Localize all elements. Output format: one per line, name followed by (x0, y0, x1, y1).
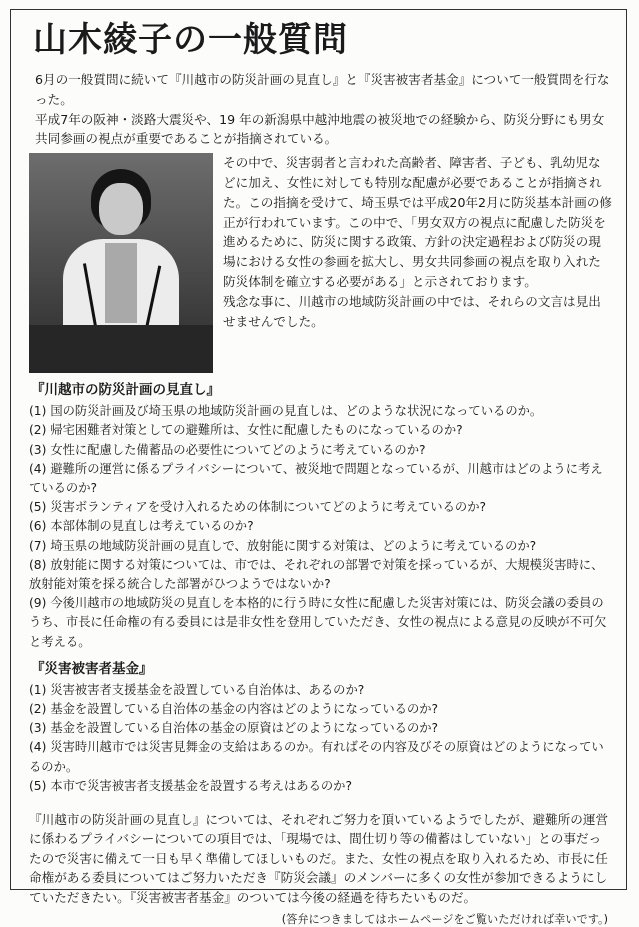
question-list-victim-fund (29, 681, 612, 796)
list-item: (5) 本市で災害被害者支援基金を設置する考えはあるのか? (29, 778, 352, 793)
page-title: 山木綾子の一般質問 (33, 20, 348, 60)
photo-and-text (29, 153, 612, 373)
speaker-photo (29, 153, 213, 373)
list-item: (8) 放射能に関する対策については、市では、それぞれの部署で対策を採っているが、大規模災害時に、放射能対策を採る統合した部署がひつようではないか? (29, 557, 604, 592)
side-text (223, 153, 612, 373)
side-paragraph-1: その中で、災害弱者と言われた高齢者、障害者、子ども、乳幼児などに加え、女性に対しても特別な配慮が必要であることが指摘された。この指摘を受けて、埼玉県では平成20年2月に防災基本計画の修正が行われています。この中で、「男女双方の視点に配慮した防災を進めるために、防災に関する政策、方針の決定過程および防災の現場における女性の参画を拡大し、男女共同参画の視点を取り入れた防災体制を確立する必要がある」と示されております。 (223, 155, 613, 289)
list-item: (4) 災害時川越市では災害見舞金の支給はあるのか。有ればその内容及びその原資はどのようになっているのか。 (29, 740, 604, 774)
list-item: (5) 災害ボランティアを受け入れるための体制についてどのように考えているのか? (29, 500, 487, 515)
homepage-note: (答弁につきましてはホームページをご覧いただければ幸いです。) (281, 913, 608, 927)
list-item: (1) 災害被害者支援基金を設置している自治体は、あるのか? (29, 682, 365, 697)
section-title-disaster-plan: 『川越市の防災計画の見直し』 (31, 382, 220, 399)
list-item: (7) 埼玉県の地域防災計画の見直しで、放射能に関する対策は、どのように考えているのか? (29, 538, 537, 553)
closing-paragraph: 『川越市の防災計画の見直し』については、それぞれご努力を頂いているようでしたが、避難所の運営に係わるプライバシーについての項目では、「現場では、間仕切り等の備蓄はしていない」との事だったので災害に備えて一日も早く準備してほしいものだ。また、女性の視点を取り入れるため、市長に任命権がある委員についてはご努力いただき『防災会議』のメンバーに多くの女性が参加できるようにしていただきたい。『災害被害者基金』のついては今後の経過を待ちたいものだ。 (29, 812, 609, 905)
intro-paragraph-2: 平成7年の阪神・淡路大震災や、19 年の新潟県中越沖地震の被災地での経験から、防災分野にも男女共同参画の視点が重要であることが指摘されている。 (35, 111, 605, 147)
list-item: (4) 避難所の運営に係るプライバシーについて、被災地で問題となっているが、川越市はどのように考えているのか? (29, 461, 603, 495)
list-item: (2) 帰宅困難者対策としての避難所は、女性に配慮したものになっているのか? (29, 423, 463, 438)
list-item: (1) 国の防災計画及び埼玉県の地域防災計画の見直しは、どのような状況になっているのか。 (29, 404, 543, 419)
side-paragraph-2: 残念な事に、川越市の地域防災計画の中では、それらの文言は見出せませんでした。 (223, 293, 601, 329)
list-item: (9) 今後川越市の地域防災の見直しを本格的に行う時に女性に配慮した災害対策には、防災会議の委員のうち、市長に任命権の有る委員には是非女性を登用していただき、女性の視点による意見の反映が不可欠と考える。 (29, 596, 607, 649)
list-item: (3) 基金を設置している自治体の基金の原資はどのようになっているのか? (29, 721, 439, 736)
intro-paragraph-1: 6月の一般質問に続いて『川越市の防災計画の見直し』と『災害被害者基金』について一般質問を行なった。 (35, 72, 610, 107)
list-item: (6) 本部体制の見直しは考えているのか? (29, 519, 254, 534)
question-list-disaster-plan (29, 402, 612, 652)
list-item: (3) 女性に配慮した備蓄品の必要性についてどのように考えているのか? (29, 442, 426, 457)
section-title-victim-fund: 『災害被害者基金』 (31, 660, 153, 677)
list-item: (2) 基金を設置している自治体の基金の内容はどのようになっているのか? (29, 702, 439, 717)
document-page (10, 9, 627, 927)
